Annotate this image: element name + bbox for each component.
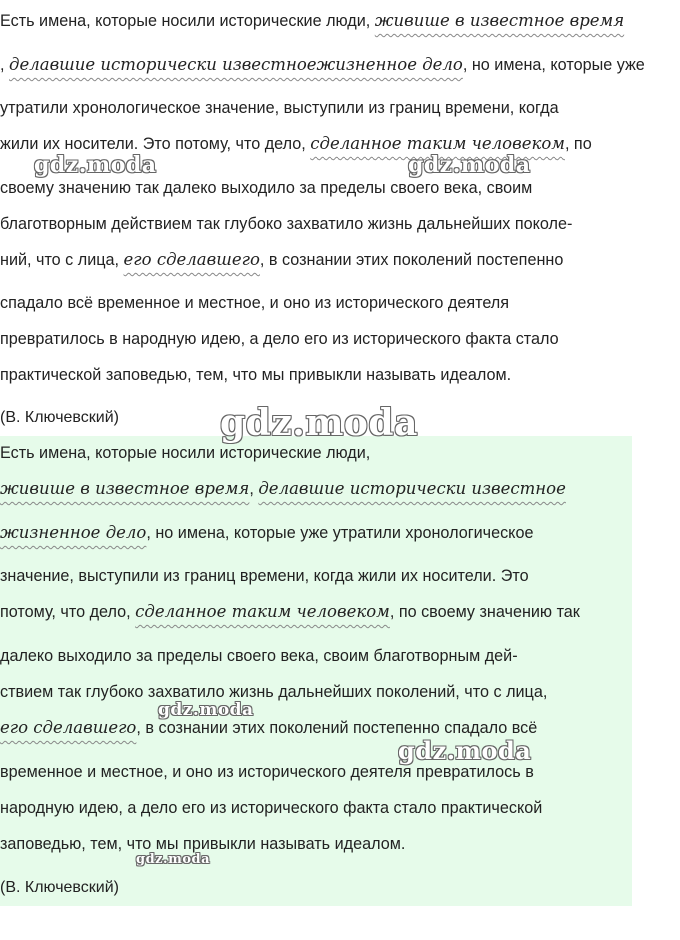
text-segment: утратили хронологическое значение, выступили из границ времени, когда — [0, 99, 559, 117]
participial-phrase: сделанное таким человеком — [310, 134, 565, 153]
text-line — [0, 328, 559, 350]
text-line — [0, 54, 645, 76]
text-segment: Есть имена, которые носили исторические люди, — [0, 12, 375, 30]
text-segment: временное и местное, и оно из исторического деятеля превратилось в — [0, 763, 534, 781]
watermark: gdz.moda — [34, 152, 157, 178]
text-line — [0, 565, 529, 587]
text-line — [0, 522, 533, 544]
watermark: gdz.moda — [398, 736, 532, 765]
text-line — [0, 645, 518, 667]
participial-phrase: его сделавшего — [123, 250, 260, 269]
text-line — [0, 442, 370, 464]
text-line — [0, 797, 542, 819]
text-line — [0, 213, 572, 235]
text-line — [0, 177, 532, 199]
text-segment: , в сознании этих поколений постепенно спадало всё — [136, 719, 538, 737]
text-segment: заповедью, тем, что мы привыкли называть идеалом. — [0, 835, 406, 853]
text-line — [0, 97, 559, 119]
text-segment: , по своему значению так — [389, 603, 580, 621]
text-line — [0, 10, 624, 32]
watermark: gdz.moda — [220, 402, 418, 444]
participial-phrase: сделанное таким человеком — [135, 602, 390, 621]
text-line — [0, 364, 511, 386]
participial-phrase: делавшие исторически известноежизненное дело — [9, 55, 463, 74]
participial-phrase: живише в известное время — [374, 11, 625, 30]
text-segment: народную идею, а дело его из исторического факта стало практической — [0, 799, 543, 817]
text-line — [0, 249, 563, 271]
watermark: gdz.moda — [408, 152, 531, 178]
text-segment: ний, что с лица, — [0, 251, 124, 269]
participial-phrase: его сделавшего — [0, 718, 137, 737]
text-segment: жили их носители. Это потому, что дело, — [0, 135, 311, 153]
text-line — [0, 681, 547, 703]
text-segment: своему значению так далеко выходило за пределы своего века, своим — [0, 179, 533, 197]
author-credit: (В. Ключевский) — [0, 879, 119, 896]
text-segment: значение, выступили из границ времени, когда жили их носители. Это — [0, 567, 529, 585]
text-segment: , но имена, которые уже — [462, 56, 645, 74]
text-segment: далеко выходило за пределы своего века, своим благотворным дей- — [0, 647, 518, 665]
text-segment: Есть имена, которые носили исторические люди, — [0, 444, 371, 462]
text-segment: , но имена, которые уже утратили хронологическое — [146, 524, 534, 542]
text-segment: , — [0, 56, 9, 74]
text-segment: потому, что дело, — [0, 603, 136, 621]
answer-text-block — [0, 436, 632, 906]
participial-phrase: живише в известное время — [0, 479, 250, 498]
text-line — [0, 292, 509, 314]
text-line — [0, 478, 566, 500]
watermark: gdz.moda — [158, 700, 254, 720]
text-segment: превратилось в народную идею, а дело его из исторического факта стало — [0, 330, 559, 348]
text-segment: практической заповедью, тем, что мы привыкли называть идеалом. — [0, 366, 512, 384]
watermark: gdz.moda — [136, 852, 211, 867]
text-segment: , по — [564, 135, 592, 153]
text-segment: благотворным действием так глубоко захватило жизнь дальнейших поколе- — [0, 215, 573, 233]
author-credit: (В. Ключевский) — [0, 409, 119, 426]
participial-phrase: делавшие исторически известное — [258, 479, 566, 498]
text-segment: ствием так глубоко захватило жизнь дальнейших поколений, что с лица, — [0, 683, 548, 701]
text-segment: , — [249, 480, 259, 498]
participial-phrase: жизненное дело — [0, 523, 147, 542]
text-segment: спадало всё временное и местное, и оно из исторического деятеля — [0, 294, 510, 312]
text-segment: , в сознании этих поколений постепенно — [259, 251, 564, 269]
text-line — [0, 601, 580, 623]
